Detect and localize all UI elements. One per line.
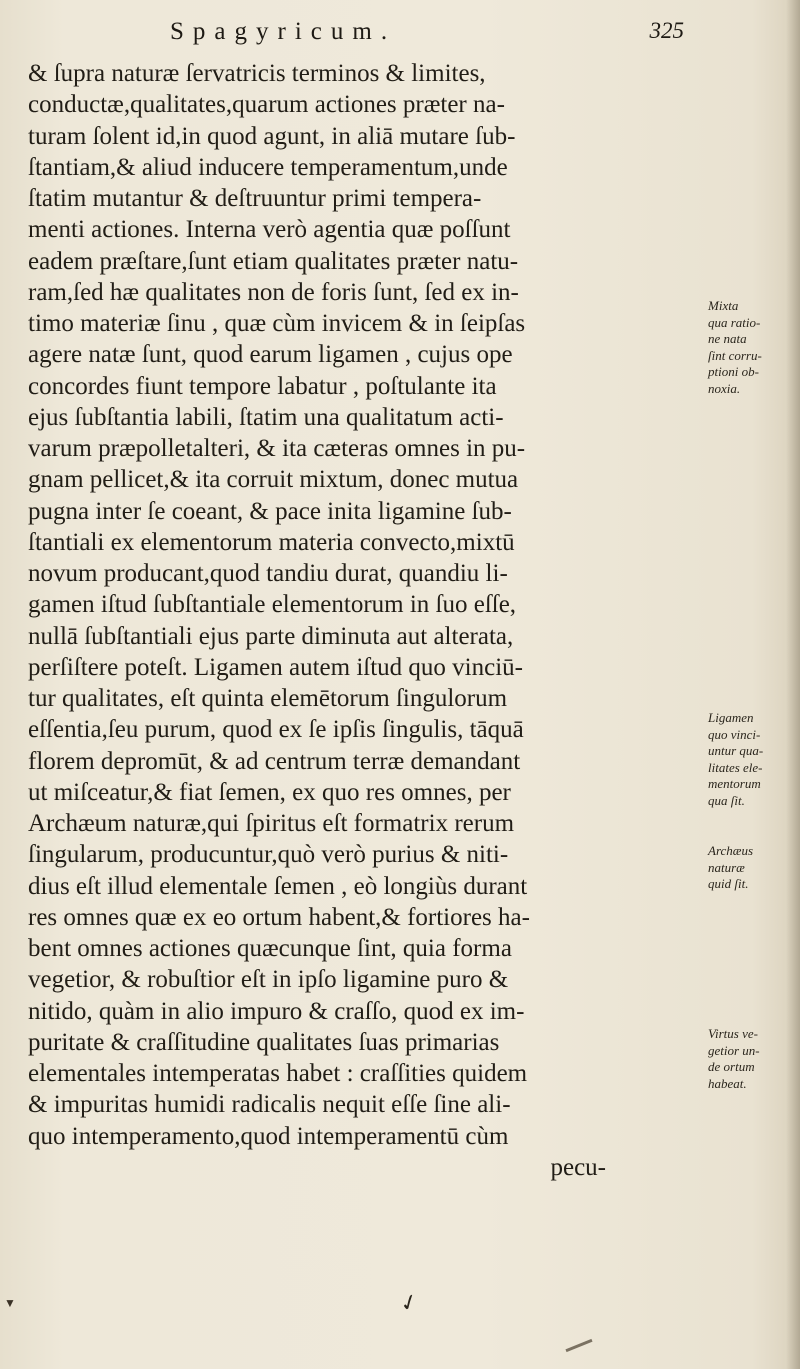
margin-note-line: mentorum <box>708 776 761 791</box>
margin-note-line: quid ſit. <box>708 876 749 891</box>
text-line: dius eſt illud elementale ſemen , eò longiùs durant <box>28 872 528 900</box>
text-line: ſtantiam,& aliud inducere temperamentum,unde <box>28 153 508 181</box>
signature-mark: ✓ <box>396 1287 422 1318</box>
text-line: agere natæ ſunt, quod earum ligamen , cujus ope <box>28 341 513 369</box>
margin-note-line: de ortum <box>708 1059 755 1074</box>
text-line: nullā ſubſtantiali ejus parte diminuta aut alterata, <box>28 622 514 650</box>
text-line: tur qualitates, eſt quinta elemētorum ſingulorum <box>28 685 508 712</box>
running-title: Spagyricum. <box>170 18 397 45</box>
margin-note-virtus <box>708 1026 794 1092</box>
text-line: menti actiones. Interna verò agentia quæ poſſunt <box>28 216 511 244</box>
text-line: conductæ,qualitates,quarum actiones præter na- <box>28 91 505 119</box>
catchword: pecu- <box>550 1153 606 1181</box>
text-line: ejus ſubſtantia labili, ſtatim una qualitatum acti- <box>28 403 504 431</box>
margin-note-line: Mixta <box>708 298 739 313</box>
main-text-block <box>28 58 718 1183</box>
page-gutter-shadow <box>786 0 800 1369</box>
text-line: florem depromūt, & ad centrum terræ demandant <box>28 747 521 775</box>
text-line: eſſentia,ſeu purum, quod ex ſe ipſis ſingulis, tāquā <box>28 716 524 744</box>
text-line: bent omnes actiones quæcunque ſint, quia forma <box>28 935 512 962</box>
margin-note-line: Virtus ve- <box>708 1026 758 1041</box>
text-line: nitido, quàm in alio impuro & craſſo, quod ex im- <box>28 997 525 1025</box>
margin-note-line: qua ſit. <box>708 792 745 808</box>
text-line: ram,ſed hæ qualitates non de foris ſunt, ſed ex in- <box>28 278 519 306</box>
text-line: gnam pellicet,& ita corruit mixtum, donec mutua <box>28 466 519 494</box>
text-line: turam ſolent id,in quod agunt, in aliā mutare ſub- <box>28 122 516 150</box>
text-line: quo intemperamento,quod intemperamentū cùm <box>28 1122 509 1150</box>
margin-note-line: ptioni ob- <box>708 364 759 379</box>
text-line: & ſupra naturæ ſervatricis terminos & limites, <box>28 60 486 87</box>
text-line: gamen iſtud ſubſtantiale elementorum in ſuo eſſe, <box>28 591 517 619</box>
text-line: ſtatim mutantur & deſtruuntur primi tempera- <box>28 185 482 212</box>
ink-stroke-mark <box>565 1339 592 1352</box>
text-line: ut miſceatur,& fiat ſemen, ex quo res omnes, per <box>28 778 511 806</box>
text-line: novum producant,quod tandiu durat, quandiu li- <box>28 560 508 587</box>
text-line: elementales intemperatas habet : craſſities quidem <box>28 1060 528 1087</box>
page-header <box>170 18 690 58</box>
text-line: timo materiæ ſinu , quæ cùm invicem & in ſeipſas <box>28 310 526 337</box>
margin-note-line: quo vinci- <box>708 726 761 742</box>
corner-mark: ▼ <box>4 1296 16 1310</box>
margin-note-mixta <box>708 298 794 397</box>
text-line: perſiſtere poteſt. Ligamen autem iſtud quo vinciū- <box>28 653 523 681</box>
margin-note-ligamen <box>708 710 794 809</box>
margin-note-line: Ligamen <box>708 710 754 725</box>
text-line: varum præpolletalteri, & ita cæteras omnes in pu- <box>28 435 526 462</box>
margin-note-archaeus <box>708 843 794 893</box>
text-line: puritate & craſſitudine qualitates ſuas primarias <box>28 1028 500 1056</box>
margin-note-line: qua ratio- <box>708 314 761 330</box>
text-line: ſtantiali ex elementorum materia convecto,mixtū <box>28 528 515 556</box>
margin-note-line: ſint corru- <box>708 347 762 363</box>
margin-note-line: naturæ <box>708 859 745 875</box>
text-line: res omnes quæ ex eo ortum habent,& fortiores ha- <box>28 903 530 931</box>
page-number: 325 <box>649 18 684 43</box>
margin-note-line: untur qua- <box>708 743 764 758</box>
text-line: & impuritas humidi radicalis nequit eſſe ſine ali- <box>28 1091 511 1119</box>
margin-note-line: Archæus <box>708 843 754 858</box>
text-line: eadem præſtare,ſunt etiam qualitates præter natu- <box>28 247 519 275</box>
margin-note-line: getior un- <box>708 1042 760 1058</box>
margin-note-line: ne nata <box>708 331 747 346</box>
text-line: vegetior, & robuſtior eſt in ipſo ligamine puro & <box>28 966 509 994</box>
margin-note-line: litates ele- <box>708 759 763 775</box>
text-line: concordes fiunt tempore labatur , poſtulante ita <box>28 372 497 400</box>
text-line: ſingularum, producuntur,quò verò purius & niti- <box>28 841 509 869</box>
margin-note-line: noxia. <box>708 380 741 396</box>
text-line: pugna inter ſe coeant, & pace inita ligamine ſub- <box>28 497 512 525</box>
text-line: Archæum naturæ,qui ſpiritus eſt formatrix rerum <box>28 810 515 837</box>
margin-note-line: habeat. <box>708 1075 747 1091</box>
